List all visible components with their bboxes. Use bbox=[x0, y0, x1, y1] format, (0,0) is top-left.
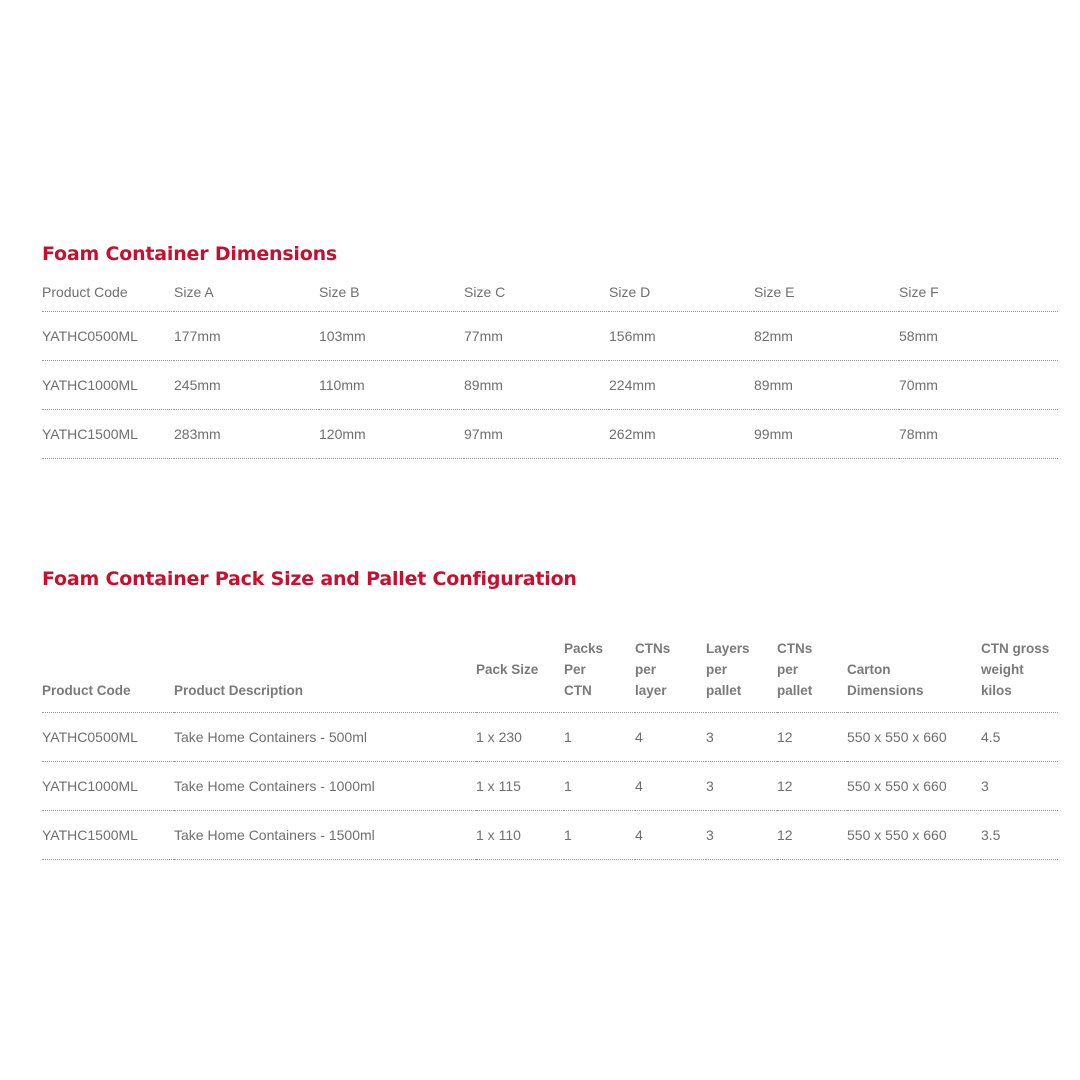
table-cell: 89mm bbox=[464, 361, 609, 410]
pack-header-cell bbox=[706, 603, 777, 713]
table-cell: 177mm bbox=[174, 312, 319, 361]
header-line: Per bbox=[564, 662, 586, 677]
table-cell: Take Home Containers - 500ml bbox=[174, 713, 476, 762]
pack-header-cell bbox=[476, 603, 564, 713]
table-cell: 99mm bbox=[754, 410, 899, 459]
table-cell: 12 bbox=[777, 811, 847, 860]
dimensions-header-row bbox=[42, 273, 1058, 312]
table-cell: 82mm bbox=[754, 312, 899, 361]
table-cell: 550 x 550 x 660 bbox=[847, 713, 981, 762]
table-cell: 262mm bbox=[609, 410, 754, 459]
table-cell: 77mm bbox=[464, 312, 609, 361]
table-cell: 224mm bbox=[609, 361, 754, 410]
pack-config-table bbox=[42, 603, 1058, 860]
pack-header-cell bbox=[981, 603, 1058, 713]
header-line: Carton bbox=[847, 662, 891, 677]
table-cell: YATHC0500ML bbox=[42, 312, 174, 361]
header-line: CTN gross bbox=[981, 641, 1050, 656]
table-cell: 3 bbox=[706, 811, 777, 860]
pack-header-cell bbox=[564, 603, 635, 713]
table-row bbox=[42, 312, 1058, 361]
table-cell: 103mm bbox=[319, 312, 464, 361]
pack-header-cell bbox=[777, 603, 847, 713]
table-cell: 1 x 115 bbox=[476, 762, 564, 811]
header-line: Product Description bbox=[174, 683, 304, 698]
table-cell: 156mm bbox=[609, 312, 754, 361]
table-cell: 4 bbox=[635, 762, 706, 811]
header-line: Dimensions bbox=[847, 683, 924, 698]
table-cell: 1 x 110 bbox=[476, 811, 564, 860]
dimensions-title: Foam Container Dimensions bbox=[42, 243, 338, 265]
table-row bbox=[42, 361, 1058, 410]
table-cell: 245mm bbox=[174, 361, 319, 410]
table-cell: YATHC1500ML bbox=[42, 410, 174, 459]
table-cell: 4 bbox=[635, 713, 706, 762]
header-line: Layers bbox=[706, 641, 750, 656]
table-cell: 3 bbox=[981, 762, 1058, 811]
table-cell: YATHC1000ML bbox=[42, 762, 174, 811]
table-cell: 89mm bbox=[754, 361, 899, 410]
pack-header-cell bbox=[174, 603, 476, 713]
table-cell: 1 bbox=[564, 713, 635, 762]
dimensions-header-cell: Size C bbox=[464, 284, 506, 300]
table-cell: 4 bbox=[635, 811, 706, 860]
table-row bbox=[42, 713, 1058, 762]
table-cell: 1 x 230 bbox=[476, 713, 564, 762]
header-line: per bbox=[635, 662, 657, 677]
table-row bbox=[42, 762, 1058, 811]
header-line: Pack Size bbox=[476, 662, 539, 677]
header-line: CTNs bbox=[635, 641, 671, 656]
header-line: CTNs bbox=[777, 641, 813, 656]
table-cell: 4.5 bbox=[981, 713, 1058, 762]
table-cell: 3.5 bbox=[981, 811, 1058, 860]
header-line: CTN bbox=[564, 683, 592, 698]
dimensions-header-cell: Size A bbox=[174, 284, 214, 300]
header-line: kilos bbox=[981, 683, 1012, 698]
dimensions-header-cell: Size F bbox=[899, 284, 939, 300]
dimensions-header-cell: Size D bbox=[609, 284, 651, 300]
pack-header-cell bbox=[635, 603, 706, 713]
table-cell: 3 bbox=[706, 762, 777, 811]
table-row bbox=[42, 811, 1058, 860]
header-line: pallet bbox=[777, 683, 813, 698]
header-line: layer bbox=[635, 683, 667, 698]
header-line: per bbox=[706, 662, 728, 677]
table-cell: 283mm bbox=[174, 410, 319, 459]
table-cell: 3 bbox=[706, 713, 777, 762]
table-cell: 58mm bbox=[899, 312, 1058, 361]
table-cell: 1 bbox=[564, 762, 635, 811]
pack-header-cell bbox=[42, 603, 174, 713]
table-cell: 120mm bbox=[319, 410, 464, 459]
header-line: Packs bbox=[564, 641, 604, 656]
table-cell: 12 bbox=[777, 762, 847, 811]
table-cell: YATHC1500ML bbox=[42, 811, 174, 860]
dimensions-header-cell: Size B bbox=[319, 284, 360, 300]
table-cell: 550 x 550 x 660 bbox=[847, 762, 981, 811]
table-cell: 78mm bbox=[899, 410, 1058, 459]
header-line: pallet bbox=[706, 683, 742, 698]
pack-config-title: Foam Container Pack Size and Pallet Configuration bbox=[42, 568, 577, 590]
table-cell: 97mm bbox=[464, 410, 609, 459]
table-cell: 550 x 550 x 660 bbox=[847, 811, 981, 860]
header-line: Product Code bbox=[42, 683, 131, 698]
table-row bbox=[42, 410, 1058, 459]
dimensions-header-cell: Product Code bbox=[42, 284, 128, 300]
header-line: per bbox=[777, 662, 799, 677]
dimensions-header-cell: Size E bbox=[754, 284, 795, 300]
table-cell: Take Home Containers - 1500ml bbox=[174, 811, 476, 860]
table-cell: Take Home Containers - 1000ml bbox=[174, 762, 476, 811]
dimensions-table bbox=[42, 273, 1058, 459]
table-cell: 110mm bbox=[319, 361, 464, 410]
pack-header-row bbox=[42, 603, 1058, 713]
table-cell: 70mm bbox=[899, 361, 1058, 410]
header-line: weight bbox=[981, 662, 1024, 677]
table-cell: YATHC1000ML bbox=[42, 361, 174, 410]
table-cell: 1 bbox=[564, 811, 635, 860]
table-cell: 12 bbox=[777, 713, 847, 762]
table-cell: YATHC0500ML bbox=[42, 713, 174, 762]
pack-header-cell bbox=[847, 603, 981, 713]
